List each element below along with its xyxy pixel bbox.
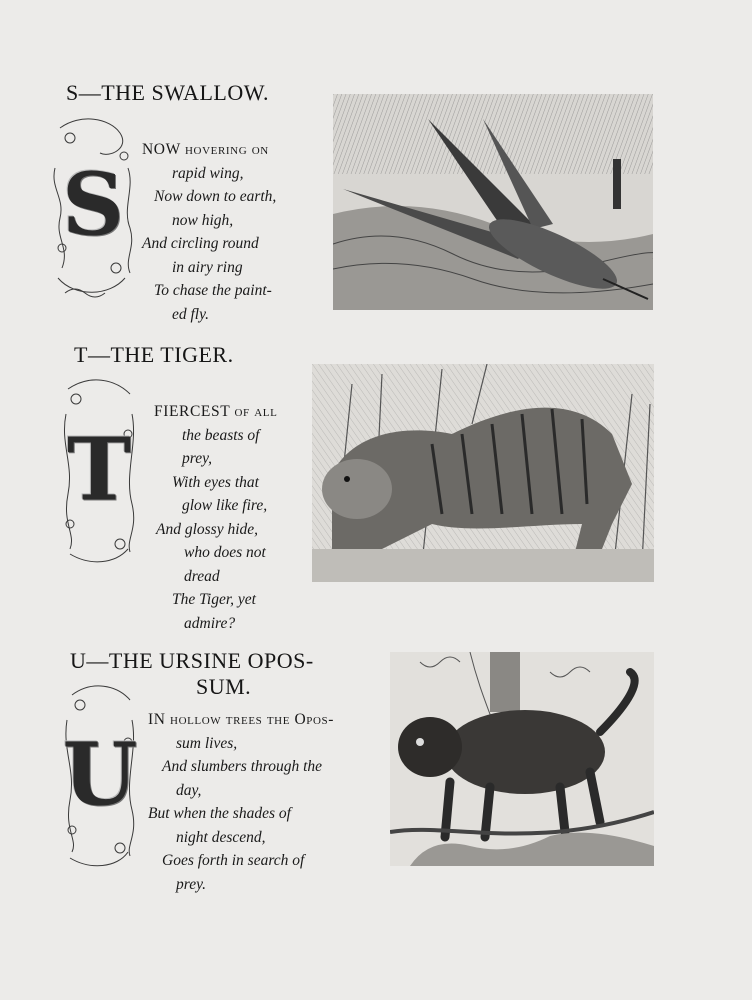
verse-line: now high, <box>172 211 234 229</box>
section-heading-swallow: S—THE SWALLOW. <box>66 80 269 105</box>
verse-line: glow like fire, <box>182 497 268 514</box>
verse-line: Goes forth in search of <box>162 852 305 869</box>
verse-line: But when the shades of <box>148 805 291 822</box>
verse-line: The Tiger, yet <box>172 591 256 608</box>
verse-line: who does not <box>184 544 266 561</box>
verse-line: To chase the paint- <box>154 282 272 299</box>
ornate-letter-u-icon <box>62 680 138 870</box>
tiger-engraving <box>312 364 654 582</box>
verse-line: IN hollow trees the Opos- <box>148 711 335 728</box>
verse-line: With eyes that <box>172 473 259 491</box>
section-heading-opossum-line2: SUM. <box>196 674 252 699</box>
verse-line: rapid wing, <box>172 164 244 182</box>
initial-letter-s: S <box>61 154 125 256</box>
verse-line: night descend, <box>176 828 266 846</box>
ornate-letter-s-icon <box>50 108 136 302</box>
verse-line: And glossy hide, <box>156 520 259 538</box>
verse-line: sum lives, <box>176 734 238 752</box>
verse-line: in airy ring <box>172 258 243 276</box>
swallow-engraving <box>333 94 653 310</box>
opossum-engraving <box>390 652 654 866</box>
section-heading-opossum: U—THE URSINE OPOS- <box>70 648 314 673</box>
verse-line: And slumbers through the <box>162 758 323 775</box>
verse-tiger <box>154 400 304 635</box>
verse-line: prey. <box>176 875 206 893</box>
verse-line: And circling round <box>142 235 259 252</box>
initial-letter-u: U <box>62 724 138 826</box>
initial-letter-t: T <box>67 419 131 521</box>
verse-line: FIERCEST of all <box>154 403 278 420</box>
verse-line: the beasts of <box>182 426 260 444</box>
verse-opossum <box>148 708 378 896</box>
verse-swallow <box>142 138 327 326</box>
verse-line: admire? <box>184 614 236 632</box>
verse-line: ed fly. <box>172 305 210 323</box>
verse-line: dread <box>184 567 220 585</box>
verse-line: Now down to earth, <box>154 188 277 205</box>
verse-line: NOW hovering on <box>142 141 269 158</box>
verse-line: prey, <box>182 450 212 467</box>
section-heading-tiger: T—THE TIGER. <box>74 342 234 367</box>
ornate-letter-t-icon <box>60 374 138 566</box>
verse-line: day, <box>176 781 202 799</box>
